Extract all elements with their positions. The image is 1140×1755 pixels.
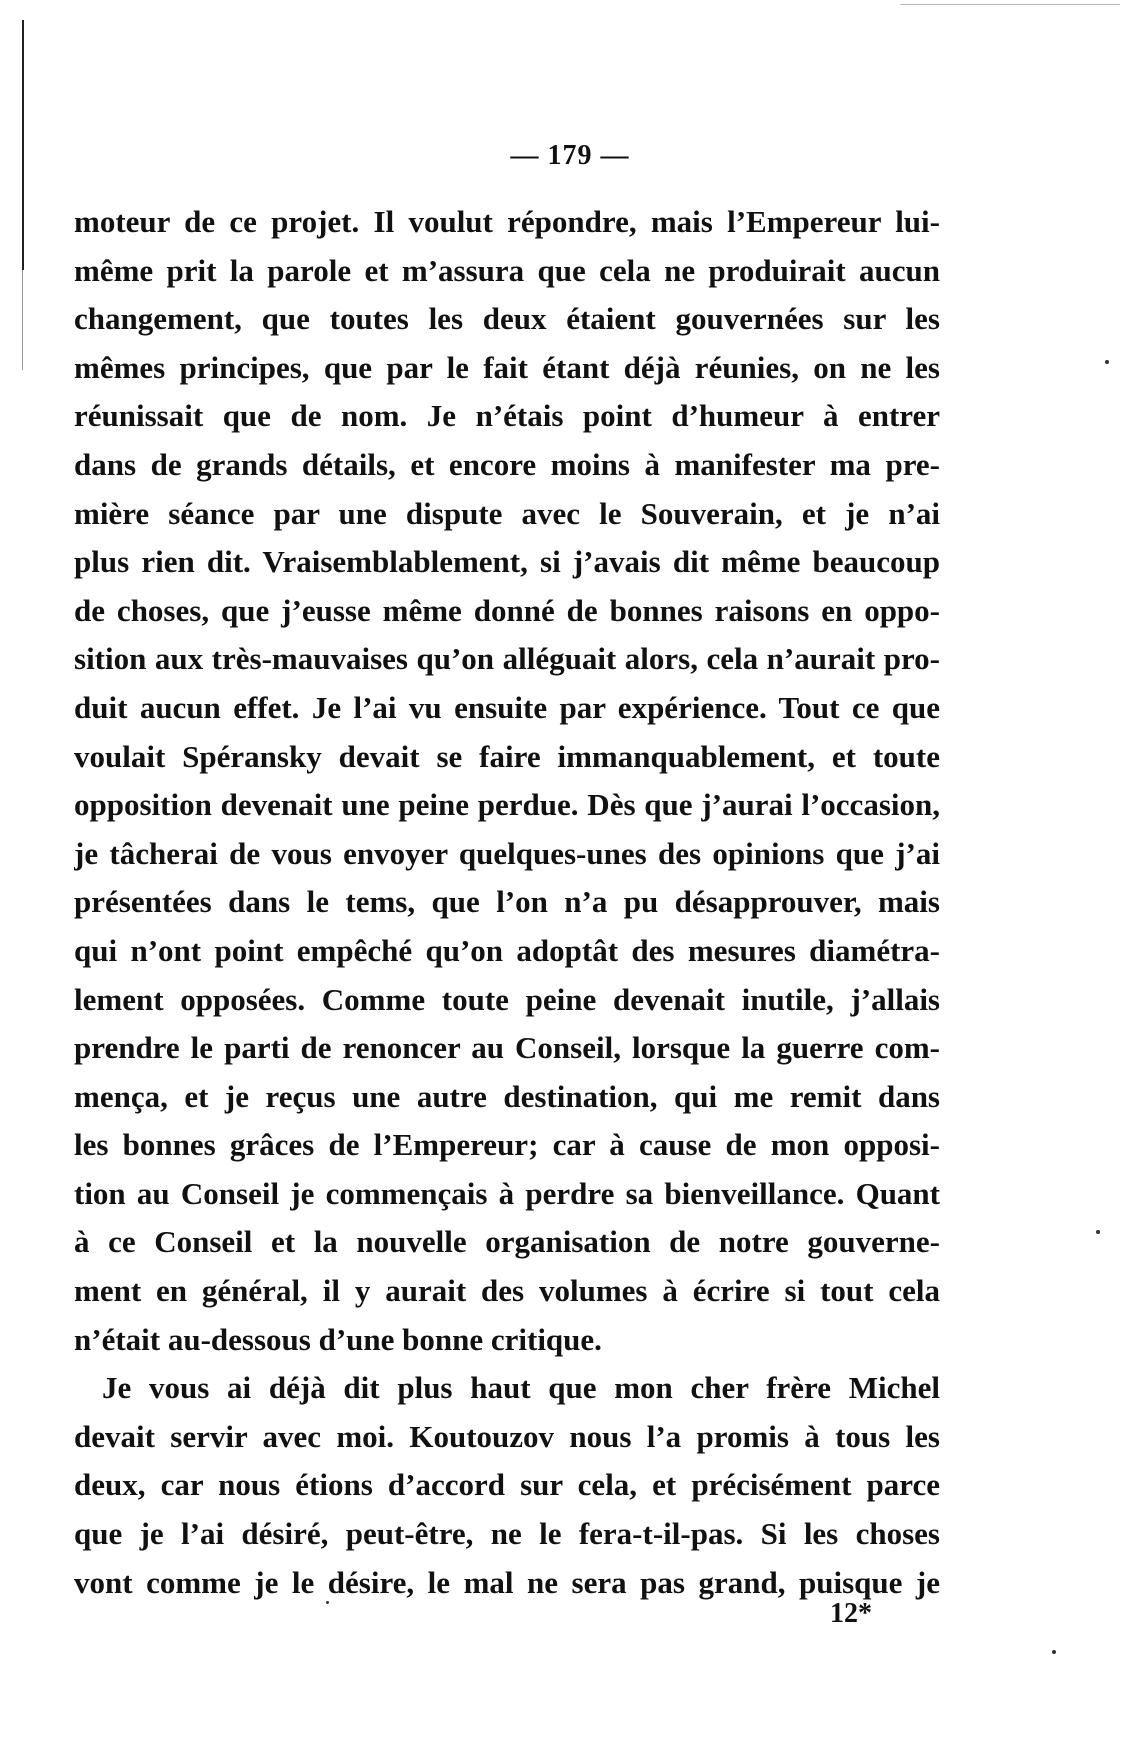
paper-speck: [1096, 1230, 1100, 1234]
text-line: mença, et je reçus une autre destination, qui me remit dans: [74, 1078, 940, 1114]
text-line: qui n’ont point empêché qu’on adoptât des mesures diamétra-: [74, 932, 940, 968]
text-line: n’était au-dessous d’une bonne critique.: [74, 1321, 602, 1357]
text-line: mêmes principes, que par le fait étant déjà réunies, on ne les: [74, 349, 940, 385]
top-edge-rule: [900, 4, 1120, 5]
signature-mark: 12*: [830, 1598, 872, 1629]
paper-speck: [326, 1601, 329, 1604]
body-text: [74, 198, 940, 1607]
text-line: réunissait que de nom. Je n’étais point d’humeur à entrer: [74, 398, 940, 434]
text-line: ment en général, il y aurait des volumes à écrire si tout cela: [74, 1273, 940, 1309]
text-line: Je vous ai déjà dit plus haut que mon cher frère Michel: [102, 1370, 940, 1406]
binding-edge-rule-faint: [22, 270, 23, 370]
text-line: de choses, que j’eusse même donné de bonnes raisons en oppo-: [74, 592, 940, 628]
text-line: lement opposées. Comme toute peine devenait inutile, j’allais: [74, 981, 940, 1017]
text-line: que je l’ai désiré, peut-être, ne le fera-t-il-pas. Si les choses: [74, 1516, 940, 1552]
text-line: tion au Conseil je commençais à perdre sa bienveillance. Quant: [74, 1175, 940, 1211]
text-line: deux, car nous étions d’accord sur cela, et précisément parce: [74, 1467, 940, 1503]
text-line: présentées dans le tems, que l’on n’a pu désapprouver, mais: [74, 884, 940, 920]
text-line: je tâcherai de vous envoyer quelques-unes des opinions que j’ai: [74, 835, 940, 871]
text-line: moteur de ce projet. Il voulut répondre, mais l’Empereur lui-: [74, 204, 940, 239]
text-line: changement, que toutes les deux étaient gouvernées sur les: [74, 301, 940, 337]
text-line: voulait Spéransky devait se faire immanquablement, et toute: [74, 738, 940, 774]
page-number: — 179 —: [510, 140, 630, 171]
text-line: prendre le parti de renoncer au Conseil, lorsque la guerre com-: [74, 1030, 940, 1066]
text-line: mière séance par une dispute avec le Souverain, et je n’ai: [74, 495, 940, 531]
text-line: plus rien dit. Vraisemblablement, si j’avais dit même beaucoup: [74, 544, 940, 580]
text-line: même prit la parole et m’assura que cela ne produirait aucun: [74, 252, 940, 288]
paragraph-1: [74, 198, 940, 1364]
paper-speck: [1105, 360, 1109, 364]
text-line: les bonnes grâces de l’Empereur; car à cause de mon opposi-: [74, 1127, 940, 1163]
text-line: à ce Conseil et la nouvelle organisation de notre gouverne-: [74, 1224, 940, 1260]
text-line: dans de grands détails, et encore moins à manifester ma pre-: [74, 446, 940, 482]
text-line: vont comme je le désire, le mal ne sera pas grand, puisque je: [74, 1564, 940, 1600]
text-line: duit aucun effet. Je l’ai vu ensuite par expérience. Tout ce que: [74, 689, 940, 725]
paper-speck: [1052, 1650, 1056, 1654]
text-line: sition aux très-mauvaises qu’on alléguait alors, cela n’aurait pro-: [74, 641, 940, 677]
text-line: opposition devenait une peine perdue. Dès que j’aurai l’occasion,: [74, 787, 940, 823]
paragraph-2: [74, 1364, 940, 1607]
text-line: devait servir avec moi. Koutouzov nous l’a promis à tous les: [74, 1418, 940, 1454]
